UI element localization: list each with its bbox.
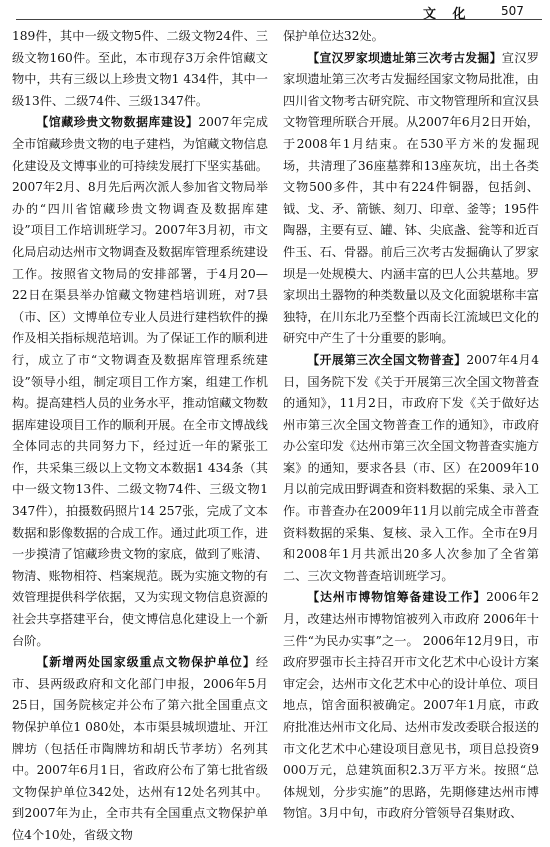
article-national-census [283, 350, 539, 588]
section-title: 文 化 [423, 7, 472, 22]
article-title: 【馆藏珍贵文物数据库建设】 [36, 115, 199, 130]
article-body: 2006年2月，改建达州市博物馆被列入市政府 2006年十三件“为民办实事”之一。 2006年12月9日，市政府罗强市长主持召开市文化艺术中心设计方案审定会，达州市文化艺术中心的设计单位、项目地点，馆舍面积被确定。2007年1月底，市政府批准达州市文化局、达州市发改委联合报送的市文化艺术中心建设项目意见书，项目总投资9 000万元，总建筑面积2.3万平方米。按照“总体规划，分步实施”的思路，先期修建达州市博物馆。3月中旬，市政府分管领导召集财政、 [283, 590, 539, 821]
article-collection-database [12, 112, 268, 652]
article-body: 2007年完成全市馆藏珍贵文物的电子建档，为馆藏文物信息化建设及文博事业的可持续发展打下坚实基础。2007年2月、8月先后两次派人参加省文物局举办的“四川省馆藏珍贵文物调查及数据库建设”项目工作培训班学习。2007年3月初，市文化局启动达州市文物调查及数据库管理系统建设工作。按照省文物局的安排部署，于4月20—22日在渠县举办馆藏文物建档培训班，对7县（市、区）文博单位专业人员进行建档软件的操作及相关指标规范培训。为了保证工作的顺利进行，成立了市“文物调查及数据库管理系统建设”领导小组，制定项目工作方案，组建工作机构。提高建档人员的业务水平，推动馆藏文物数据库建设项目工作的顺利开展。在全市文博战线全体同志的共同努力下，经过近一年的紧张工作，共采集三级以上文物文本数据1 434条（其中一级文物13件、二级文物74件、三级文物1 347件），拍摄数码照片14 257张，完成了文本数据和影像数据的合成工作。通过此项工作，进一步摸清了馆藏珍贵文物的家底，做到了账清、物清、账物相符、档案规范。既为实施文物的有效管理提供科学依据，又为实现文物信息资源的社会共享搭建平台，使文博信息化建设上一个新台阶。 [12, 115, 268, 648]
running-header [0, 0, 550, 22]
article-title: 【宣汉罗家坝遗址第三次考古发掘】 [307, 50, 502, 65]
left-column [12, 26, 268, 847]
article-body: 经市、县两级政府和文化部门申报，2006年5月25日，国务院核定并公布了第六批全国重点文物保护单位1 080处，本市渠县城坝遗址、开江牌坊（包括任市陶牌坊和胡氏节孝坊）名列其中。2007年6月1日，省政府公布了第七批省级文物保护单位342处，达州有12处名列其中。到2007年为止，全市共有全国重点文物保护单位4个10处，省级文物 [12, 655, 268, 842]
article-title: 【开展第三次全国文物普查】 [307, 352, 467, 367]
header-rule [16, 19, 542, 20]
article-museum-construction [283, 587, 539, 825]
article-body: 宣汉罗家坝遗址第三次考古发掘经国家文物局批准，由四川省文物考古研究院、市文物管理所和宣汉县文物管理所联合开展。从2007年6月2日开始，于2008年1月结束。在530平方米的发掘现场，共清理了36座墓葬和13座灰坑，出土各类文物500多件，其中有224件铜器，包括剑、钺、戈、矛、箭镞、刻刀、印章、釜等；195件陶器，主要有豆、罐、钵、尖底盏、瓮等和近百件玉、石、骨器。前后三次考古发掘确认了罗家坝是一处规模大、内涵丰富的巴人公共墓地。罗家坝出土器物的种类数量以及文化面貌堪称丰富独特，在川东北乃至整个西南长江流域巴文化的研究中产生了十分重要的影响。 [283, 50, 539, 346]
page-number: 507 [501, 4, 524, 18]
article-national-protection-units [12, 652, 268, 846]
article-luojiaba-excavation [283, 48, 539, 350]
paragraph-continued: 189件，其中一级文物5件、二级文物24件、三级文物160件。至此，本市现存3万余件馆藏文物中，共有三级以上珍贵文物1 434件，其中一级13件、二级74件、三级1347件。 [12, 29, 268, 108]
article-body: 2007年4月4日，国务院下发《关于开展第三次全国文物普查的通知》，11月2日，市政府下发《关于做好达州市第三次全国文物普查工作的通知》，市政府办公室印发《达州市第三次全国文物普查实施方案》的通知，要求各县（市、区）在2009年10月以前完成田野调查和资料数据的采集、录入工作。市普查办在2009年11月以前完成全市普查资料数据的采集、复核、录入工作。全市在9月和2008年1月共派出20多人次参加了全省第二、三次文物普查培训班学习。 [283, 352, 539, 583]
right-column [283, 26, 539, 825]
paragraph-continued: 保护单位达32处。 [283, 29, 384, 43]
article-title: 【达州市博物馆筹备建设工作】 [307, 590, 487, 605]
article-title: 【新增两处国家级重点文物保护单位】 [36, 655, 256, 670]
